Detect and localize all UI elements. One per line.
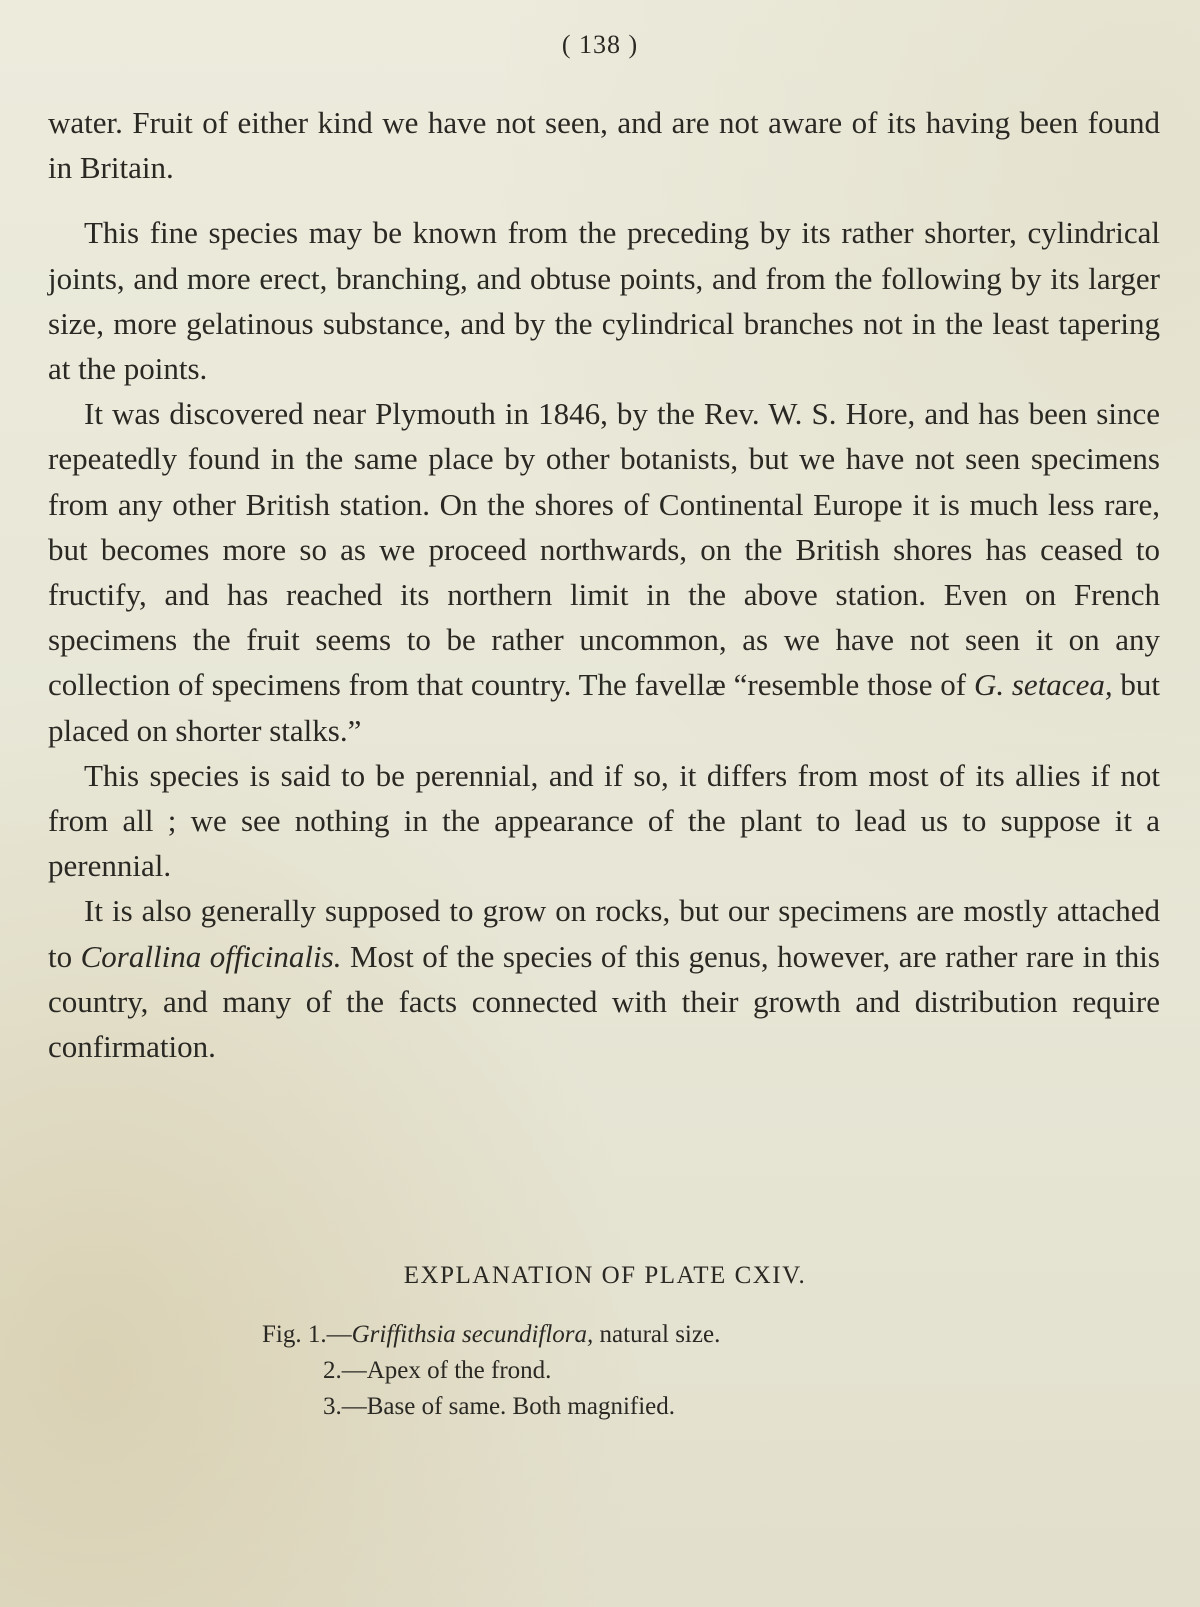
- paragraph-text: This species is said to be perennial, and if so, it differs from most of its allies if not from all ; we see nothing in the appearance of the plant to lead us to suppose it a perennial.: [48, 757, 1160, 884]
- figure-number: 2.—: [323, 1357, 367, 1384]
- figure-caption: Base of same. Both magnified.: [366, 1393, 676, 1420]
- figure-item: [262, 1353, 720, 1389]
- paragraph-text: It is also generally supposed to grow on rocks, but our specimens are mostly attached to: [48, 893, 1160, 974]
- figure-number: 3.—: [323, 1393, 367, 1420]
- paragraph-continuation: [48, 100, 1160, 190]
- figure-species-name: Griffithsia secundiflora,: [351, 1321, 594, 1348]
- page-number: ( 138 ): [561, 30, 639, 59]
- plate-explanation: [0, 1262, 1200, 1420]
- paragraph: [48, 391, 1160, 753]
- species-name: G. setacea,: [973, 667, 1113, 703]
- paragraph: [48, 210, 1160, 391]
- figure-caption: Apex of the frond.: [366, 1357, 552, 1384]
- body-text: [48, 100, 1160, 1069]
- paragraph-text: but placed on shorter stalks.”: [48, 667, 1160, 748]
- paragraph: [48, 753, 1160, 889]
- figure-item: [262, 1389, 720, 1425]
- paragraph-text: Most of the species of this genus, however, are rather rare in this country, and many of the facts connected with their growth and distribution require confirmation.: [48, 938, 1160, 1065]
- paragraph: [48, 888, 1160, 1069]
- figure-list: [262, 1317, 720, 1425]
- paragraph-text: This fine species may be known from the preceding by its rather shorter, cylindrical joints, and more erect, branching, and obtuse points, and from the following by its larger size, more gelatinous substance, and by the cylindrical branches not in the least tapering at the points.: [48, 215, 1160, 387]
- figure-caption: natural size.: [593, 1321, 721, 1348]
- figure-number: Fig. 1.—: [262, 1321, 352, 1348]
- paragraph-text: water. Fruit of either kind we have not seen, and are not aware of its having been found in Britain.: [48, 105, 1160, 186]
- figure-item: [262, 1317, 720, 1353]
- species-name: Corallina officinalis.: [80, 938, 342, 974]
- plate-explanation-title: EXPLANATION OF PLATE CXIV.: [403, 1262, 807, 1289]
- paragraph-text: It was discovered near Plymouth in 1846, by the Rev. W. S. Hore, and has been since repeatedly found in the same place by other botanists, but we have not seen specimens from any other British station. On the shores of Continental Europe it is much less rare, but becomes more so as we proceed northwards, on the British shores has ceased to fructify, and has reached its northern limit in the above station. Even on French specimens the fruit seems to be rather uncommon, as we have not seen it on any collection of specimens from that country. The favellæ “resemble those of: [48, 396, 1160, 703]
